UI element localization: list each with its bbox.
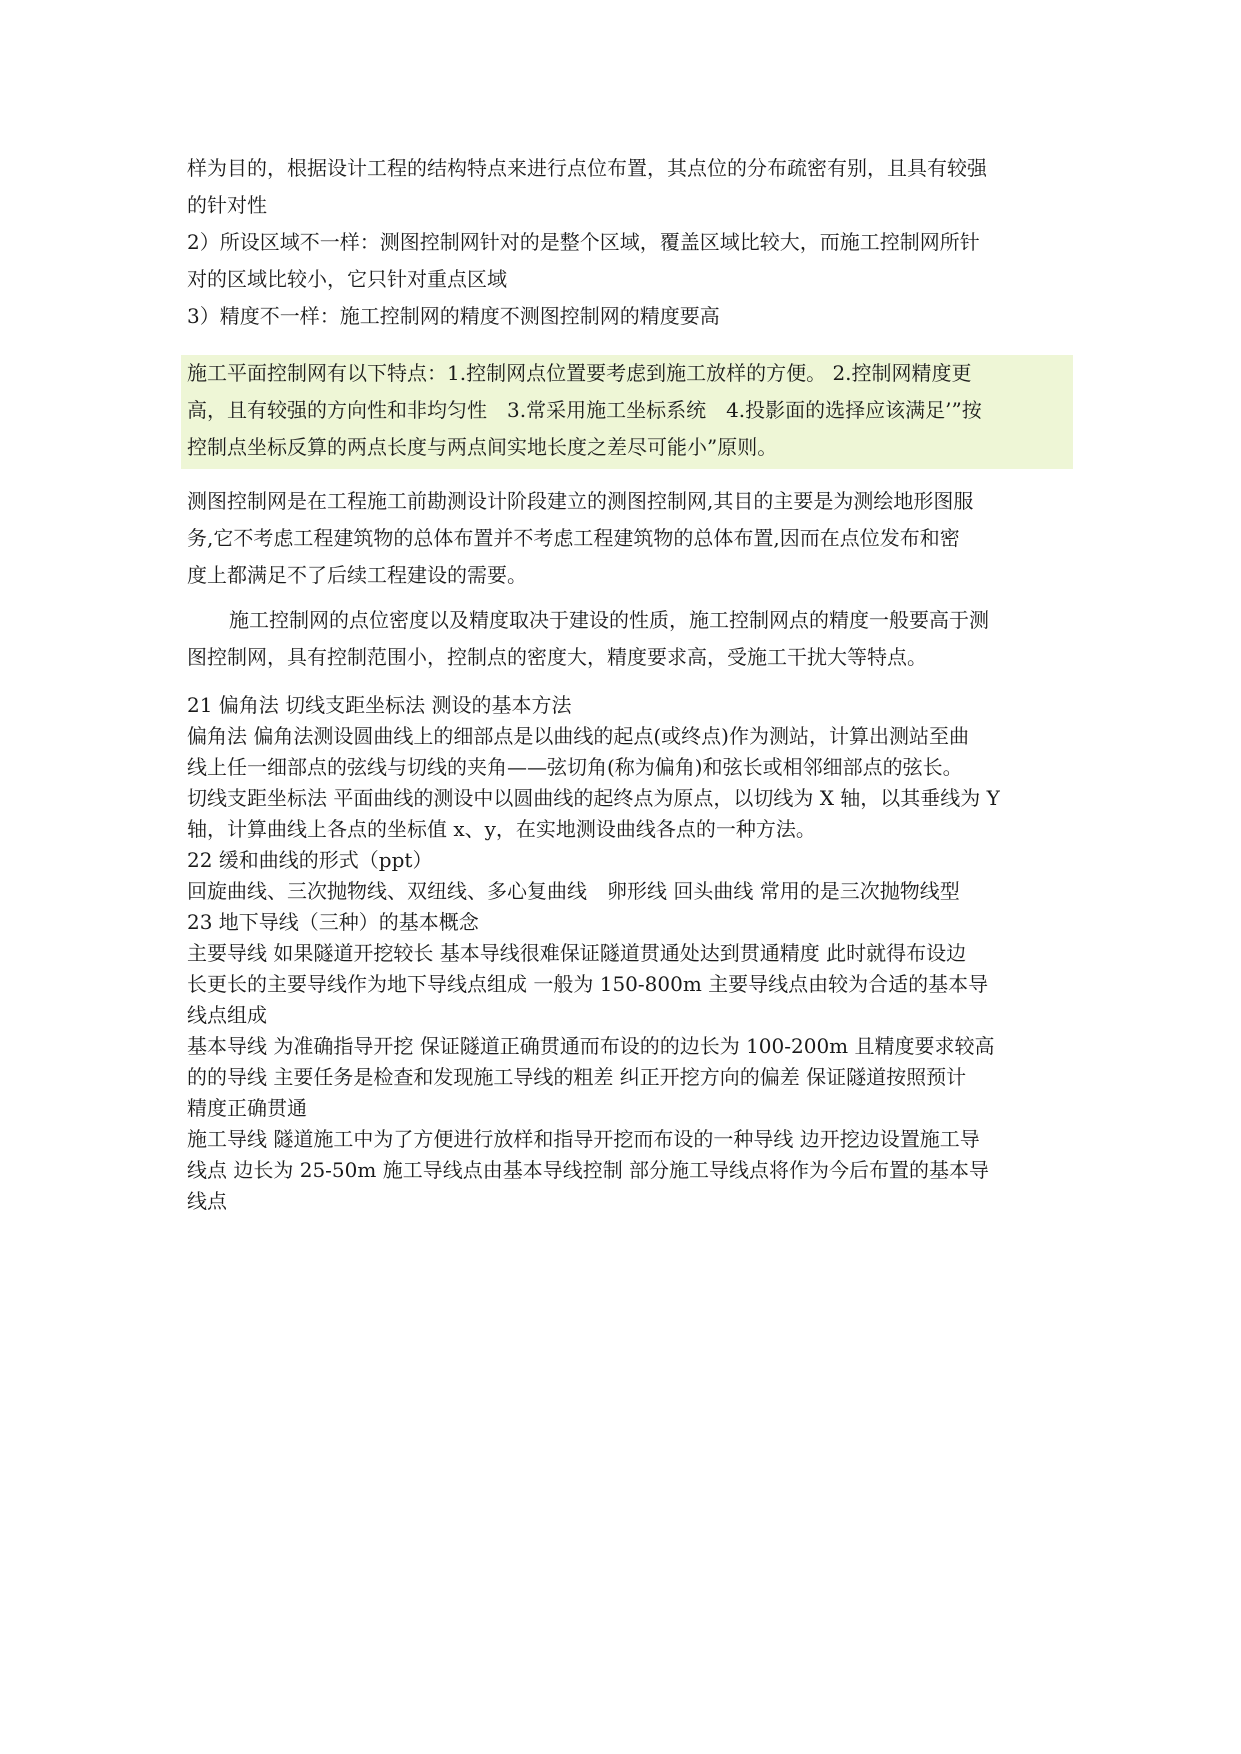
text-line: 切线支距坐标法 平面曲线的测设中以圆曲线的起终点为原点，以切线为 X 轴，以其垂线为 Y xyxy=(187,786,1000,810)
text-line: 的针对性 xyxy=(187,193,267,217)
text-line: 线上任一细部点的弦线与切线的夹角——弦切角(称为偏角)和弦长或相邻细部点的弦长。 xyxy=(187,755,963,779)
section-heading: 23 地下导线（三种）的基本概念 xyxy=(187,910,479,934)
text-line: 长更长的主要导线作为地下导线点组成 一般为 150-800m 主要导线点由较为合适的基本导 xyxy=(187,972,989,996)
text-line: 施工平面控制网有以下特点：1.控制网点位置要考虑到施工放样的方便。 2.控制网精度更 xyxy=(187,361,972,385)
text-line: 样为目的，根据设计工程的结构特点来进行点位布置，其点位的分布疏密有别，且具有较强 xyxy=(187,156,987,180)
text-line: 的的导线 主要任务是检查和发现施工导线的粗差 纠正开挖方向的偏差 保证隧道按照预计 xyxy=(187,1065,967,1089)
text-line: 基本导线 为准确指导开挖 保证隧道正确贯通而布设的的边长为 100-200m 且精度要求较高 xyxy=(187,1034,995,1058)
survey-control-network-paragraph xyxy=(187,483,1067,594)
construction-control-network-paragraph xyxy=(187,602,1067,676)
text-line: 对的区域比较小，它只针对重点区域 xyxy=(187,267,507,291)
text-line: 务,它不考虑工程建筑物的总体布置并不考虑工程建筑物的总体布置,因而在点位发布和密 xyxy=(187,526,960,550)
control-network-differences xyxy=(187,150,1067,335)
text-line: 施工控制网的点位密度以及精度取决于建设的性质，施工控制网点的精度一般要高于测 xyxy=(229,608,989,632)
text-line: 度上都满足不了后续工程建设的需要。 xyxy=(187,563,527,587)
highlighted-paragraph xyxy=(181,355,1073,469)
text-line: 图控制网，具有控制范围小，控制点的密度大，精度要求高，受施工干扰大等特点。 xyxy=(187,645,927,669)
methods-section xyxy=(187,690,1067,1217)
text-line: 线点 边长为 25-50m 施工导线点由基本导线控制 部分施工导线点将作为今后布置的基本导 xyxy=(187,1158,990,1182)
text-line: 主要导线 如果隧道开挖较长 基本导线很难保证隧道贯通处达到贯通精度 此时就得布设边 xyxy=(187,941,967,965)
text-line: 施工导线 隧道施工中为了方便进行放样和指导开挖而布设的一种导线 边开挖边设置施工导 xyxy=(187,1127,980,1151)
text-line: 精度正确贯通 xyxy=(187,1096,307,1120)
text-line: 3）精度不一样：施工控制网的精度不测图控制网的精度要高 xyxy=(187,304,720,328)
text-line: 回旋曲线、三次抛物线、双纽线、多心复曲线 卵形线 回头曲线 常用的是三次抛物线型 xyxy=(187,879,960,903)
text-line: 轴，计算曲线上各点的坐标值 x、y，在实地测设曲线各点的一种方法。 xyxy=(187,817,816,841)
text-line: 高，且有较强的方向性和非均匀性 3.常采用施工坐标系统 4.投影面的选择应该满足’”按 xyxy=(187,398,982,422)
text-line: 控制点坐标反算的两点长度与两点间实地长度之差尽可能小”原则。 xyxy=(187,435,778,459)
section-heading: 21 偏角法 切线支距坐标法 测设的基本方法 xyxy=(187,693,572,717)
text-line: 线点 xyxy=(187,1189,227,1213)
document-page xyxy=(187,150,1067,1217)
text-line: 偏角法 偏角法测设圆曲线上的细部点是以曲线的起点(或终点)作为测站，计算出测站至曲 xyxy=(187,724,969,748)
text-line: 2）所设区域不一样：测图控制网针对的是整个区域，覆盖区域比较大，而施工控制网所针 xyxy=(187,230,980,254)
section-heading: 22 缓和曲线的形式（ppt） xyxy=(187,848,433,872)
text-line: 测图控制网是在工程施工前勘测设计阶段建立的测图控制网,其目的主要是为测绘地形图服 xyxy=(187,489,974,513)
text-line: 线点组成 xyxy=(187,1003,267,1027)
